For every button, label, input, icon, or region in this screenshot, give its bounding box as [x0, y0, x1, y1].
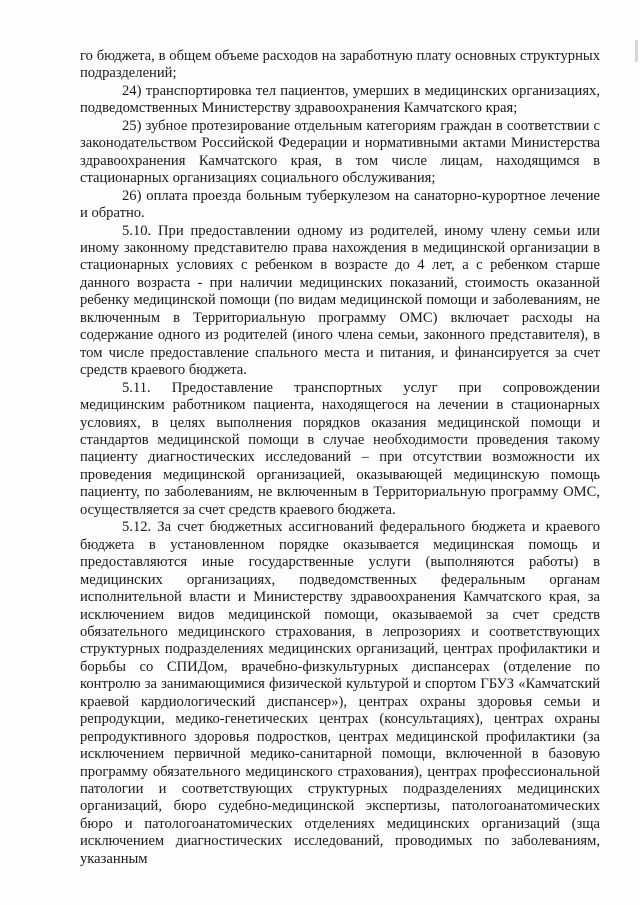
document-body: [80, 48, 600, 868]
paragraph-section-5-12: 5.12. За счет бюджетных ассигнований федерального бюджета и краевого бюджета в установленном порядке оказывается медицинская помощь и предоставляются иные государственные услуги (выполняются работы) в медицинских организациях, подведомственных федеральным органам исполнительной власти и Министерству здравоохранения Камчатского края, за исключением видов медицинской помощи, оказываемой за счет средств обязательного медицинского страхования, в лепрозориях и соответствующих структурных подразделениях медицинских организаций, центрах профилактики и борьбы со СПИДом, врачебно-физкультурных диспансерах (отделение по контролю за занимающимися физической культурой и спортом ГБУЗ «Камчатский краевой кардиологический диспансер»), центрах охраны здоровья семьи и репродукции, медико-генетических центрах (консультациях), центрах охраны репродуктивного здоровья подростков, центрах медицинской профилактики (за исключением первичной медико-санитарной помощи, включенной в базовую программу обязательного медицинского страхования), центрах профессиональной патологии и соответствующих структурных подразделениях медицинских организаций, бюро судебно-медицинской экспертизы, патологоанатомических бюро и патологоанатомических отделениях медицинских организаций (зща исключением диагностических исследований, проводимых по заболеваниям, указанным: [80, 519, 600, 867]
paragraph-budget-continuation: го бюджета, в общем объеме расходов на заработную плату основных структурных подразделений;: [80, 48, 600, 82]
paragraph-item-26: 26) оплата проезда больным туберкулезом на санаторно-курортное лечение и обратно.: [80, 187, 600, 222]
paragraph-item-24: 24) транспортировка тел пациентов, умерших в медицинских организациях, подведомственных Министерству здравоохранения Камчатского края;: [80, 82, 600, 117]
paragraph-section-5-11: 5.11. Предоставление транспортных услуг при сопровождении медицинским работником пациента, находящегося на лечении в стационарных условиях, в целях выполнения порядков оказания медицинской помощи и стандартов медицинской помощи в случае необходимости проведения такому пациенту диагностических исследований – при отсутствии возможности их проведения медицинской организацией, оказывающей медицинскую помощь пациенту, по заболеваниям, не включенным в Территориальную программу ОМС, осуществляется за счет средств краевого бюджета.: [80, 379, 600, 518]
scan-edge-mark: [635, 40, 638, 62]
paragraph-section-5-10: 5.10. При предоставлении одному из родителей, иному члену семьи или иному законному представителю права нахождения в медицинской организации в стационарных условиях с ребенком в возрасте до 4 лет, а с ребенком старше данного возраста - при наличии медицинских показаний, стоимость оказанной ребенку медицинской помощи (по видам медицинской помощи и заболеваниям, не включенным в Территориальную программу ОМС) включает расходы на содержание одного из родителей (иного члена семьи, законного представителя), в том числе предоставление спального места и питания, и финансируется за счет средств краевого бюджета.: [80, 222, 600, 379]
paragraph-item-25: 25) зубное протезирование отдельным категориям граждан в соответствии с законодательством Российской Федерации и нормативными актами Министерства здравоохранения Камчатского края, в том числе лицам, находящимся в стационарных организациях социального обслуживания;: [80, 117, 600, 187]
